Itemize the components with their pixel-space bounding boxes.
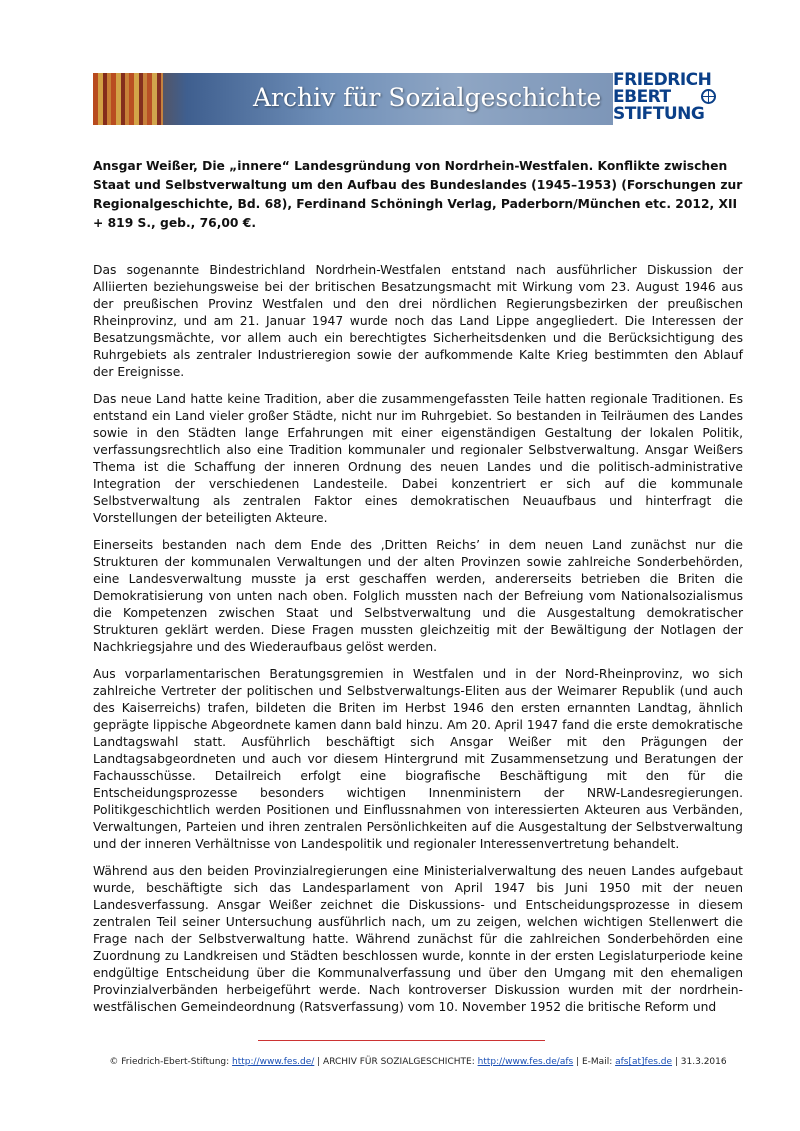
paragraph-4: Aus vorparlamentarischen Beratungsgremien in Westfalen und in der Nord-Rheinprovinz, wo sich zahlreiche Vertreter der politischen und Selbstverwaltungs-Eliten aus der Weimarer Republik (und auch des Kaiserreichs) trafen, bildeten die Briten im Herbst 1946 den ersten ernannten Landtag, ähnlich geprägte lippische Abgeordnete kamen dann bald hinzu. Am 20. April 1947 fand die erste demokratische Landtagswahl statt. Ausführlich beschäftigt sich Ansgar Weißer mit den Prägungen der Landtagsabgeordneten und auch vor diesem Hintergrund mit Zusammensetzung und Beratungen der Fachausschüsse. Detailreich erfolgt eine biografische Beschäftigung mit den für die Entscheidungsprozesse besonders wichtigen Innenministern der NRW-Landesregierungen. Politikgeschichtlich werden Positionen und Einflussnahmen von interessierten Akteuren aus Verbänden, Verwaltungen, Parteien und ihren zentralen Persönlichkeiten auf die Ausgestaltung der Selbstverwaltung und der inneren Verhältnisse von Landespolitik und regionaler Interessenvertretung behandelt.: [93, 667, 743, 851]
footer-email-label: | E-Mail:: [573, 1057, 616, 1067]
paragraph-1: Das sogenannte Bindestrichland Nordrhein-Westfalen entstand nach ausführlicher Diskussion der Alliierten beziehungsweise bei der britischen Besatzungsmacht mit Wirkung vom 23. August 1946 aus der preußischen Provinz Westfalen und den drei nördlichen Regierungsbezirken der preußischen Rheinprovinz, und am 21. Januar 1947 wurde noch das Land Lippe angegliedert. Die Interessen der Besatzungsmächte, vor allem auch ein berechtigtes Sicherheitsdenken und die Berücksichtigung des Ruhrgebiets als zentraler Industrieregion sowie der aufkommende Kalte Krieg bestimmten den Ablauf der Ereignisse.: [93, 263, 743, 379]
header-banner: [93, 73, 613, 125]
review-heading: Ansgar Weißer, Die „innere“ Landesgründung von Nordrhein-Westfalen. Konflikte zwischen Staat und Selbstverwaltung um den Aufbau des Bundeslandes (1945–1953) (Forschungen zur Regionalgeschichte, Bd. 68), Ferdinand Schöningh Verlag, Paderborn/München etc. 2012, XII + 819 S., geb., 76,00 €.: [93, 159, 743, 230]
paragraph-2: Das neue Land hatte keine Tradition, aber die zusammengefassten Teile hatten regionale Traditionen. Es entstand ein Land vieler großer Städte, nicht nur im Ruhrgebiet. So bestanden in Teilräumen des Landes sowie in den Städten lange Erfahrungen mit einer eigenständigen Gestaltung der lokalen Politik, verfassungsrechtlich also eine Tradition kommunaler und regionaler Selbstverwaltung. Ansgar Weißers Thema ist die Schaffung der inneren Ordnung des neuen Landes und die politisch-administrative Integration der verschiedenen Landesteile. Dabei konzentriert er sich auf die kommunale Selbstverwaltung als zentralen Faktor eines demokratischen Neuaufbaus und hinterfragt die Vorstellungen der beteiligten Akteure.: [93, 392, 743, 525]
paragraph-3: Einerseits bestanden nach dem Ende des ‚Dritten Reichs’ in dem neuen Land zunächst nur die Strukturen der kommunalen Verwaltungen und der alten Provinzen sowie zahlreiche Sonderbehörden, eine Landesverwaltung musste ja erst geschaffen werden, andererseits betrieben die Briten die Demokratisierung von unten nach oben. Folglich mussten nach der Befreiung vom Nationalsozialismus die Kompetenzen zwischen Staat und Selbstverwaltung und die Ausgestaltung demokratischer Strukturen geklärt werden. Diese Fragen mussten gleichzeitig mit der Bewältigung der Notlagen der Nachkriegsjahre und des Wiederaufbaus gelöst werden.: [93, 538, 743, 654]
fes-logo: [613, 72, 743, 128]
logo-line-3: STIFTUNG: [613, 104, 705, 124]
footer-prefix: © Friedrich-Ebert-Stiftung:: [109, 1057, 233, 1067]
logo-line-1: FRIEDRICH: [613, 70, 712, 90]
afs-link[interactable]: http://www.fes.de/afs: [477, 1057, 574, 1067]
banner-title: Archiv für Sozialgeschichte: [253, 83, 602, 112]
banner-book-spines-graphic: [93, 73, 163, 125]
paragraph-5: Während aus den beiden Provinzialregierungen eine Ministerialverwaltung des neuen Landes aufgebaut wurde, beschäftigte sich das Landesparlament von April 1947 bis Juni 1950 mit der neuen Landesverfassung. Ansgar Weißer zeichnet die Diskussions- und Entscheidungsprozesse in diesem zentralen Teil seiner Untersuchung ausführlich nach, um zu zeigen, welchen wichtigen Stellenwert die Frage nach der Selbstverwaltung hatte. Während zunächst für die zahlreichen Sonderbehörden eine Zuordnung zu Landkreisen und Städten beschlossen wurde, konnte in der ersten Legislaturperiode keine endgültige Entscheidung über die Kommunalverfassung und über den Umgang mit den ehemaligen Provinzialverbänden herbeigeführt werde. Nach kontroverser Diskussion wurden mit der nordrhein-westfälischen Gemeindeordnung (Ratsverfassung) vom 10. November 1952 die britische Reform und: [93, 864, 743, 1014]
review-body: [93, 262, 743, 1026]
footer-date: | 31.3.2016: [672, 1057, 727, 1067]
email-link[interactable]: afs[at]fes.de: [615, 1057, 673, 1067]
footer-middle: | ARCHIV FÜR SOZIALGESCHICHTE:: [314, 1057, 478, 1067]
globe-icon: [701, 89, 716, 104]
footer-divider: [258, 1040, 545, 1041]
fes-link[interactable]: http://www.fes.de/: [232, 1057, 315, 1067]
page-footer: [93, 1057, 743, 1067]
logo-line-2: EBERT: [613, 87, 671, 107]
